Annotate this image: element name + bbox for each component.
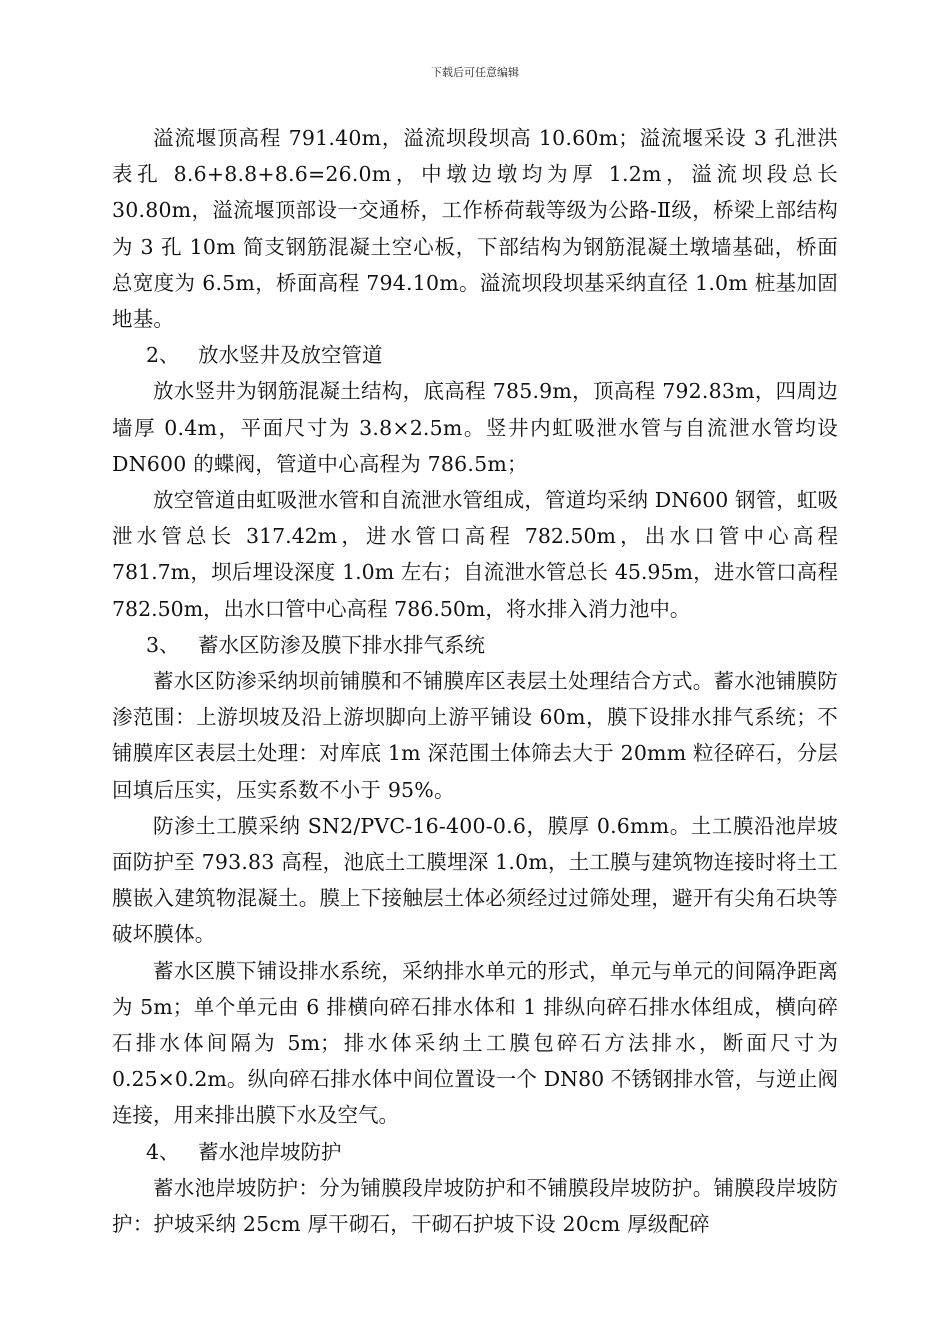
paragraph-drain-pipe: 放空管道由虹吸泄水管和自流泄水管组成，管道均采纳 DN600 钢管，虹吸泄水管总长 317.42m，进水管口高程 782.50m，出水口管中心高程 781.7m，坝后埋设深度 1.0m 左右；自流泄水管总长 45.95m，进水管口高程 782.50m，出水口管中心高程 786.50m，将水排入消力池中。: [112, 488, 838, 621]
paragraph-geomembrane: 防渗土工膜采纳 SN2/PVC-16-400-0.6，膜厚 0.6mm。土工膜沿池岸坡面防护至 793.83 高程，池底土工膜埋深 1.0m，土工膜与建筑物连接时将土工膜嵌入建筑物混凝土。膜上下接触层土体必须经过过筛处理，避开有尖角石块等破坏膜体。: [112, 813, 838, 947]
section-title: 蓄水区防渗及膜下排水排气系统: [198, 632, 485, 657]
paragraph-shaft: 放水竖井为钢筋混凝土结构，底高程 785.9m，顶高程 792.83m，四周边墙厚 0.4m，平面尺寸为 3.8×2.5m。竖井内虹吸泄水管与自流泄水管均设 DN600 的蝶阀，管道中心高程为 786.5m；: [112, 379, 838, 476]
paragraph-drainage-system: 蓄水区膜下铺设排水系统，采纳排水单元的形式，单元与单元的间隔净距离为 5m；单个单元由 6 排横向碎石排水体和 1 排纵向碎石排水体组成，横向碎石排水体间隔为 5m；排水体采纳土工膜包碎石方法排水，断面尺寸为 0.25×0.2m。纵向碎石排水体中间位置设一个 DN80 不锈钢排水管，与逆止阀连接，用来排出膜下水及空气。: [112, 958, 838, 1128]
section-title: 蓄水池岸坡防护: [198, 1139, 342, 1164]
section-heading-3: [112, 627, 838, 663]
section-heading-2: [112, 337, 838, 373]
paragraph-spillway: 溢流堰顶高程 791.40m，溢流坝段坝高 10.60m；溢流堰采设 3 孔泄洪表孔 8.6+8.8+8.6=26.0m，中墩边墩均为厚 1.2m，溢流坝段总长 30.80m，溢流堰顶部设一交通桥，工作桥荷载等级为公路-Ⅱ级，桥梁上部结构为 3 孔 10m 简支钢筋混凝土空心板，下部结构为钢筋混凝土墩墙基础，桥面总宽度为 6.5m，桥面高程 794.10m。溢流坝段坝基采纳直径 1.0m 桩基加固地基。: [112, 126, 838, 332]
paragraph-seepage-control: 蓄水区防渗采纳坝前铺膜和不铺膜库区表层土处理结合方式。蓄水池铺膜防渗范围：上游坝坡及沿上游坝脚向上游平铺设 60m，膜下设排水排气系统；不铺膜库区表层土处理：对库底 1m 深范围土体筛去大于 20mm 粒径碎石，分层回填后压实，压实系数不小于 95%。: [112, 669, 838, 802]
page-header-note: 下载后可任意编辑: [431, 66, 519, 79]
section-title: 放水竖井及放空管道: [198, 343, 383, 368]
section-number: 3、: [146, 632, 180, 657]
document-body: [112, 120, 838, 1242]
section-heading-4: [112, 1134, 838, 1170]
section-number: 4、: [146, 1139, 180, 1164]
section-number: 2、: [146, 343, 180, 368]
paragraph-bank-protection: 蓄水池岸坡防护：分为铺膜段岸坡防护和不铺膜段岸坡防护。铺膜段岸坡防护：护坡采纳 25cm 厚干砌石，干砌石护坡下设 20cm 厚级配碎: [112, 1175, 838, 1237]
